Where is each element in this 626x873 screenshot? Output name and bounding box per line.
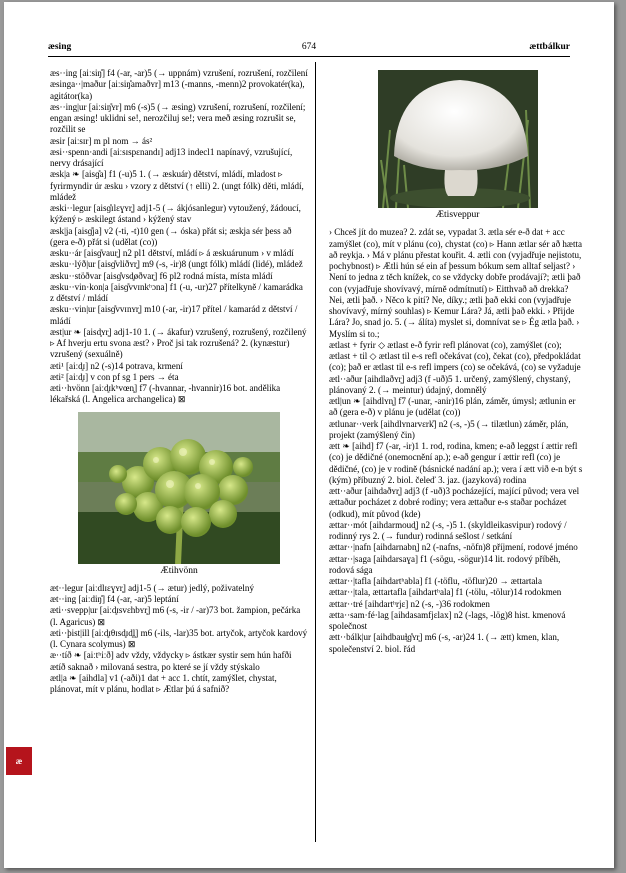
dictionary-entry: æti··svepp|ur [aiːd̥ɪsvɛhbʏr̥] m6 (-s, -ir / -ar)73 bot. žampion, pečárka (l. Agaricus) ⊠ — [50, 605, 301, 627]
dictionary-entry: ætl|un ❧ [aihdlʏn̥] f7 (-unar, -anir)16 plán, záměr, úmysl; ætlunin er að (gera e-ð) v plánu je (udělat (co)) — [329, 396, 576, 418]
dictionary-entry: æ··tíð ❧ [aiːtʰiːð] adv vždy, vždycky ▹ ástkær systir sem hún hafði ætíð saknað › milovaná sestra, po které se jí vždy stýskalo — [50, 650, 292, 672]
dictionary-entry: ættar··|tala, ættartafla [aihdartʰala] f1 (-tölu, -tölur)14 rodokmen — [329, 587, 562, 598]
dictionary-entry: ættar··|nafn [aihdarnabn̥] n2 (-nafns, -nöfn)8 příjmení, rodové jméno — [329, 542, 578, 553]
dictionary-entry: ætta··sam·fé·lag [aihdasamfjɛlax] n2 (-lags, -lög)8 hist. kmenová společnost — [329, 609, 566, 631]
dictionary-entry: æti··hvönn [aiːd̥ɪkʰvœn̥] f7 (-hvannar, -hvannir)16 bot. andělika lékařská (l. Angelica archangelica) ⊠ — [50, 383, 281, 405]
dictionary-entry: æs··ing [aiːsiŋ̊] f4 (-ar, -ar)5 (→ uppnám) vzrušení, rozrušení, rozčilení — [50, 68, 308, 78]
left-column — [50, 68, 308, 695]
dictionary-entry: æsir [aiːsɪr] m pl nom → ás² — [50, 135, 153, 146]
dictionary-entry: æsk|a ❧ [aisɡ̊a] f1 (-u)5 1. (→ æskuár) dětství, mládí, mladost ▹ fyrirmyndir úr æsku › vzory z dětství (↑ elli) 2. (ungt fólk) děti, mládí, mládež — [50, 169, 304, 202]
mushroom-photo — [378, 70, 538, 208]
figure-caption: Ætisveppur — [435, 210, 480, 220]
dictionary-entry: ættar··mót [aihdarmoud̥] n2 (-s, -)5 1. (skyldleikasvipur) rodový / rodinný rys 2. (→ fundur) rodinná sešlost / setkání — [329, 519, 567, 541]
dictionary-entry: ætt··bálk|ur [aihdbauɫ̥ɡ̊ʏr̥] m6 (-s, -ar)24 1. (→ ætt) kmen, klan, společenství 2. biol. řád — [329, 632, 560, 654]
header-last-headword: ættbálkur — [529, 42, 570, 52]
column-divider — [315, 62, 316, 842]
dictionary-entry: ætlunar··verk [aihdlʏnarvɛrk̊] n2 (-s, -)5 (→ tilætlun) záměr, plán, projekt (zamýšlený čin) — [329, 418, 569, 440]
dictionary-entry: æsku··lýð|ur [aisɡ̊vliðʏr̥] m9 (-s, -ir)8 (ungt fólk) mládí (lidé), mládež — [50, 259, 303, 270]
figure-caption: Ætihvönn — [160, 565, 198, 576]
dictionary-entry: æsku··vin·kon|a [aisɡ̊vvɪnkʰɔna] f1 (-u, -ur)27 přítelkyně / kamarádka z dětství / mládí — [50, 281, 303, 303]
dictionary-entry: ættar··|saga [aihdarsaɣa] f1 (-sögu, -sögur)14 lit. rodový příběh, rodová sága — [329, 553, 561, 575]
dictionary-entry: ætlast + til ◇ ætlast til e-s refl očekávat (co), čekat (co), předpokládat (co); það er ætlast til e-s refl impers (co) se očekává, (co) se vyžaduje — [329, 351, 581, 373]
dictionary-entry: æst|ur ❧ [aisd̥ʏr̥] adj1-10 1. (→ ákafur) vzrušený, rozrušený, rozčilený ▹ Af hverju ertu svona æst? › Proč jsi tak rozrušená? 2. (kynæstur) vzrušený (sexuálně) — [50, 326, 307, 360]
thumb-index-tab[interactable]: æ — [6, 747, 32, 775]
dictionary-entry: › Chceš jít do muzea? 2. zdát se, vypadat 3. ætla sér e-ð dat + acc zamýšlet (co), mít v plánu (co), chystat (co) ▹ Hann ætlar sér að hætta að reykja. › Má v plánu přestat kouřit. 4. ætli con (vyjadřuje nejistotu, pochybnost) ▹ Ætli hún sé ein af þessum bókum sem alltaf seljast? › Není to jedna z těch knížek, co se vždycky dobře prodávají?; ætli það con (vyjadřuje shovívavý, mírně odmítnutí) ▹ Eitthvað að drekka? Nei, ætli það. › Něco k pití? Ne, díky.; ætli það ekki con (vyjadřuje shovívavý, mírný souhlas) ▹ Kemur Lára? Já, ætli það ekki. › Přijde Lára? Jo, snad jo. 5. (→ álíta) myslet si, domnívat se ▹ Ég ætla það. › Myslím si to.; — [329, 227, 582, 339]
header-first-headword: æsing — [48, 42, 72, 52]
dictionary-entry: æs··ing|ur [aiːsiŋ̊ʏr] m6 (-s)5 (→ æsing) vzrušení, rozrušení, rozčilení; engan æsing! uklidni se!, nerozčiluj se!; vera með æsing rozrušit se, rozčilit se — [50, 101, 306, 135]
angelica-photo — [78, 412, 280, 564]
dictionary-entry: æti² [aiːd̥ɪ] v con pf sg 1 pers → éta — [50, 371, 179, 382]
dictionary-entry: æsku··vin|ur [aisɡ̊vvɪnʏr̥] m10 (-ar, -ir)17 přítel / kamarád z dětství / mládí — [50, 304, 298, 326]
dictionary-entry: æti¹ [aiːd̥ɪ] n2 (-s)14 potrava, krmení — [50, 360, 183, 371]
dictionary-page — [4, 2, 614, 868]
dictionary-entry: æt··ing [aiːdiŋ̊] f4 (-ar, -ar)5 leptání — [50, 594, 179, 604]
dictionary-entry: æsk|ja [aisɡ̊ja] v2 (-ti, -t)10 gen (→ óska) přát si; æskja sér þess að (gera e-ð) přát si (udělat (co)) — [50, 225, 292, 247]
dictionary-entry: ættar··tré [aihdartʰrjɛ] n2 (-s, -)36 rodokmen — [329, 598, 490, 609]
header-rule — [48, 56, 570, 57]
right-column — [329, 68, 586, 655]
dictionary-entry: æsinga··|maður [aiːsiŋ̊amaðʏr] m13 (-manns, -menn)2 provokatér(ka), agitátor(ka) — [50, 79, 305, 101]
dictionary-entry: ætl··aður [aihdlaðʏr̥] adj3 (f -uð)5 1. určený, zamýšlený, chystaný, plánovaný 2. (→ meintur) údajný, domnělý — [329, 373, 571, 395]
dictionary-entry: ætlast + fyrir ◇ ætlast e-ð fyrir refl plánovat (co), zamýšlet (co); — [329, 339, 562, 350]
dictionary-entry: æsku··ár [aisɡ̊vaur̥] n2 pl1 dětství, mládí ▹ á æskuárunum › v mládí — [50, 248, 294, 258]
page-header — [48, 42, 570, 56]
dictionary-entry: æsi··spenn·andi [aiːsɪspɛnandɪ] adj13 indecl1 napínavý, vzrušující, nervy drásající — [50, 146, 293, 168]
dictionary-entry: ætl|a ❧ [aihdla] v1 (-aði)1 dat + acc 1. chtít, zamýšlet, chystat, plánovat, mít v plánu, hodlat ▹ Ætlar þú á safnið? — [50, 672, 277, 694]
page-number: 674 — [301, 42, 317, 52]
dictionary-entry: ætt ❧ [aihd] f7 (-ar, -ir)1 1. rod, rodina, kmen; e-að leggst í ættir refl (co) je dědičné (onemocnění ap.); e-að gengur í ættir refl (co) je dědičné, (co) je v rodině (básnické nadání ap.); vera í ætt við e-n být s (kým) příbuzný 2. biol. čeleď 3. jaz. (jazyková) rodina — [329, 441, 583, 485]
dictionary-entry: ætt··aður [aihdaðʏr̥] adj3 (f -uð)3 pocházející, mající původ; vera vel ættaður pocházet z dobré rodiny; vera ættaður e-s staðar pocházet (odkud), mít původ (kde) — [329, 486, 580, 519]
dictionary-entry: æt··legur [aiːdlɪɛɣʏr̥] adj1-5 (→ ætur) jedlý, poživatelný — [50, 582, 254, 593]
dictionary-entry: æski··legur [aisɡ̊ɪlɛɣʏr̥] adj1-5 (→ ákjósanlegur) vytoužený, žádoucí, kýžený ▹ æskilegt ástand › kýžený stav — [50, 203, 301, 225]
dictionary-entry: æti··þist|ill [aiːd̥ɪθɪsd̥ɪd̥l̥] m6 (-ils, -lar)35 bot. artyčok, artyčok kardový (l. Cynara scolymus) ⊠ — [50, 627, 308, 649]
dictionary-entry: ættar··|tafla [aihdartʰabla] f1 (-töflu, -töflur)20 → ættartala — [329, 576, 542, 586]
dictionary-entry: æsku··stöðvar [aisɡ̊vsd̥øðvar̥] f6 pl2 rodná místa, místa mládí — [50, 270, 273, 281]
